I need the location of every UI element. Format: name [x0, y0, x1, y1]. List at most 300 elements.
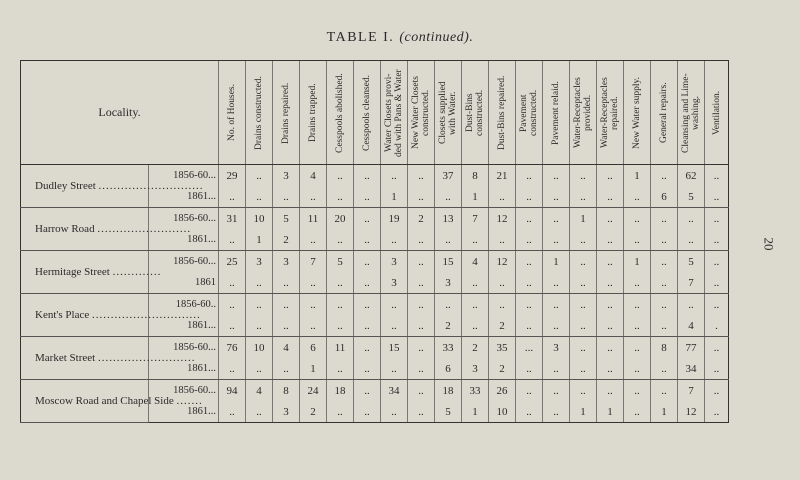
- period-cell: 1861...: [149, 358, 219, 380]
- value-cell: ..: [516, 165, 543, 187]
- locality-name: [21, 251, 162, 294]
- value-cell: 94: [219, 380, 246, 402]
- value-cell: ..: [570, 358, 597, 380]
- value-cell: ..: [705, 401, 729, 423]
- value-cell: ..: [273, 358, 300, 380]
- value-cell: ..: [219, 315, 246, 337]
- value-cell: 7: [678, 380, 705, 402]
- value-cell: .: [705, 315, 729, 337]
- column-header-label: General repairs.: [659, 82, 669, 143]
- value-cell: 4: [678, 315, 705, 337]
- value-cell: ..: [516, 358, 543, 380]
- value-cell: ..: [678, 229, 705, 251]
- value-cell: 26: [489, 380, 516, 402]
- value-cell: ..: [705, 165, 729, 187]
- value-cell: ..: [219, 186, 246, 208]
- value-cell: ..: [489, 294, 516, 316]
- period-cell: 1861...: [149, 186, 219, 208]
- value-cell: ..: [354, 251, 381, 273]
- value-cell: 33: [462, 380, 489, 402]
- column-header-label: Pavement constructed.: [519, 89, 539, 136]
- value-cell: 13: [435, 208, 462, 230]
- value-cell: 3: [435, 272, 462, 294]
- value-cell: ..: [597, 165, 624, 187]
- value-cell: 4: [462, 251, 489, 273]
- column-header: [516, 61, 543, 165]
- value-cell: 2: [462, 337, 489, 359]
- value-cell: ..: [597, 208, 624, 230]
- value-cell: 4: [273, 337, 300, 359]
- value-cell: 7: [462, 208, 489, 230]
- value-cell: 35: [489, 337, 516, 359]
- value-cell: ..: [327, 401, 354, 423]
- value-cell: ..: [543, 358, 570, 380]
- table-title-main: TABLE I.: [326, 30, 395, 45]
- value-cell: ..: [597, 272, 624, 294]
- value-cell: ..: [327, 315, 354, 337]
- value-cell: 2: [273, 229, 300, 251]
- value-cell: 77: [678, 337, 705, 359]
- value-cell: ..: [543, 165, 570, 187]
- value-cell: 31: [219, 208, 246, 230]
- value-cell: ..: [354, 380, 381, 402]
- value-cell: 12: [678, 401, 705, 423]
- value-cell: ..: [516, 186, 543, 208]
- value-cell: ..: [597, 315, 624, 337]
- period-cell: 1861...: [149, 229, 219, 251]
- locality-name: [21, 208, 192, 251]
- value-cell: ..: [300, 229, 327, 251]
- value-cell: ..: [597, 186, 624, 208]
- table-row: [21, 208, 729, 230]
- value-cell: ..: [408, 229, 435, 251]
- locality-leader-dots: ............................: [98, 180, 204, 192]
- value-cell: 6: [300, 337, 327, 359]
- table-row: [21, 337, 729, 359]
- value-cell: 3: [381, 251, 408, 273]
- value-cell: 1: [381, 186, 408, 208]
- sanitary-works-table: [20, 60, 729, 423]
- value-cell: 37: [435, 165, 462, 187]
- value-cell: ..: [327, 358, 354, 380]
- value-cell: ..: [435, 186, 462, 208]
- value-cell: ..: [705, 208, 729, 230]
- value-cell: ..: [624, 186, 651, 208]
- column-header-label: Closets supplied with Water.: [438, 81, 458, 144]
- value-cell: ..: [435, 294, 462, 316]
- table-row: [21, 380, 729, 402]
- value-cell: ..: [705, 186, 729, 208]
- value-cell: ..: [273, 294, 300, 316]
- value-cell: ..: [651, 380, 678, 402]
- value-cell: ..: [300, 186, 327, 208]
- column-header-locality: Locality.: [21, 61, 219, 165]
- column-header: [597, 61, 624, 165]
- column-header: [408, 61, 435, 165]
- value-cell: 3: [543, 337, 570, 359]
- value-cell: 1: [300, 358, 327, 380]
- value-cell: ..: [300, 272, 327, 294]
- column-header-label: No. of Houses.: [227, 84, 237, 141]
- period-cell: 1856-60...: [149, 337, 219, 359]
- value-cell: ..: [462, 229, 489, 251]
- value-cell: ..: [327, 165, 354, 187]
- column-header: [651, 61, 678, 165]
- value-cell: ..: [246, 294, 273, 316]
- value-cell: ..: [597, 229, 624, 251]
- value-cell: 1: [246, 229, 273, 251]
- value-cell: 11: [327, 337, 354, 359]
- value-cell: ..: [705, 380, 729, 402]
- locality-leader-dots: ..........................: [97, 352, 196, 364]
- column-header-label: Water Closets provi- ded with Pans & Water: [384, 68, 404, 157]
- value-cell: ..: [678, 294, 705, 316]
- table-title: [0, 30, 800, 46]
- value-cell: 34: [678, 358, 705, 380]
- value-cell: ..: [570, 229, 597, 251]
- column-header: [624, 61, 651, 165]
- value-cell: 5: [678, 251, 705, 273]
- value-cell: ..: [273, 186, 300, 208]
- period-cell: 1861: [149, 272, 219, 294]
- value-cell: 8: [462, 165, 489, 187]
- value-cell: 10: [489, 401, 516, 423]
- value-cell: 3: [381, 272, 408, 294]
- column-header: [435, 61, 462, 165]
- column-header: [570, 61, 597, 165]
- value-cell: ..: [624, 294, 651, 316]
- column-header: [462, 61, 489, 165]
- column-header: [354, 61, 381, 165]
- value-cell: 4: [300, 165, 327, 187]
- column-header: [327, 61, 354, 165]
- value-cell: ..: [705, 251, 729, 273]
- value-cell: ..: [354, 229, 381, 251]
- period-cell: 1856-60...: [149, 380, 219, 402]
- value-cell: ..: [381, 229, 408, 251]
- value-cell: ..: [570, 186, 597, 208]
- value-cell: ..: [651, 208, 678, 230]
- value-cell: 11: [300, 208, 327, 230]
- value-cell: ..: [705, 358, 729, 380]
- value-cell: ..: [516, 208, 543, 230]
- locality-label: Kent's Place: [35, 309, 90, 321]
- value-cell: ..: [516, 380, 543, 402]
- value-cell: ..: [219, 358, 246, 380]
- value-cell: ..: [651, 358, 678, 380]
- table-row: [21, 294, 729, 316]
- column-header-label: Cesspools cleansed.: [362, 74, 372, 151]
- value-cell: ..: [516, 315, 543, 337]
- value-cell: 5: [273, 208, 300, 230]
- locality-label: Market Street: [35, 352, 96, 364]
- value-cell: ..: [651, 272, 678, 294]
- value-cell: 3: [462, 358, 489, 380]
- value-cell: ..: [543, 294, 570, 316]
- value-cell: 2: [489, 358, 516, 380]
- column-header-label: Drains trapped.: [308, 83, 318, 142]
- value-cell: ..: [408, 272, 435, 294]
- column-header-label: Cesspools abolished.: [335, 72, 345, 153]
- value-cell: ..: [381, 401, 408, 423]
- value-cell: ..: [354, 358, 381, 380]
- value-cell: 6: [435, 358, 462, 380]
- value-cell: 10: [246, 337, 273, 359]
- period-cell: 1861...: [149, 401, 219, 423]
- value-cell: ..: [651, 251, 678, 273]
- column-header-label: Drains repaired.: [281, 81, 291, 144]
- value-cell: ..: [273, 272, 300, 294]
- value-cell: ..: [489, 229, 516, 251]
- locality-label: Harrow Road: [35, 223, 95, 235]
- value-cell: ..: [624, 229, 651, 251]
- value-cell: ..: [354, 165, 381, 187]
- period-cell: 1861...: [149, 315, 219, 337]
- value-cell: ..: [543, 186, 570, 208]
- value-cell: 8: [651, 337, 678, 359]
- locality-leader-dots: .............................: [91, 309, 201, 321]
- value-cell: 1: [624, 251, 651, 273]
- value-cell: ..: [408, 294, 435, 316]
- value-cell: ..: [678, 208, 705, 230]
- value-cell: 62: [678, 165, 705, 187]
- value-cell: ..: [516, 251, 543, 273]
- column-header-label: Drains constructed.: [254, 75, 264, 150]
- column-header-label: Dust-Bins repaired.: [497, 75, 507, 150]
- value-cell: 34: [381, 380, 408, 402]
- value-cell: 21: [489, 165, 516, 187]
- value-cell: ..: [381, 358, 408, 380]
- value-cell: 2: [300, 401, 327, 423]
- value-cell: ..: [246, 186, 273, 208]
- column-header: [678, 61, 705, 165]
- column-header-label: New Water Closets constructed.: [411, 76, 431, 149]
- value-cell: ..: [624, 337, 651, 359]
- value-cell: 24: [300, 380, 327, 402]
- value-cell: ..: [705, 294, 729, 316]
- value-cell: ..: [570, 380, 597, 402]
- value-cell: ..: [327, 186, 354, 208]
- column-header: [246, 61, 273, 165]
- value-cell: ..: [624, 208, 651, 230]
- value-cell: ..: [408, 165, 435, 187]
- value-cell: ..: [651, 294, 678, 316]
- locality-leader-dots: .......: [176, 395, 203, 407]
- value-cell: ..: [408, 401, 435, 423]
- value-cell: ..: [489, 272, 516, 294]
- column-header-label: Pavement relaid.: [551, 80, 561, 145]
- value-cell: ..: [705, 229, 729, 251]
- column-header-label: Water-Receptacles provided.: [573, 77, 593, 148]
- column-header: [489, 61, 516, 165]
- value-cell: ..: [543, 272, 570, 294]
- value-cell: ..: [246, 165, 273, 187]
- value-cell: 6: [651, 186, 678, 208]
- value-cell: 1: [570, 401, 597, 423]
- value-cell: ..: [570, 337, 597, 359]
- value-cell: ..: [408, 358, 435, 380]
- value-cell: ..: [624, 358, 651, 380]
- value-cell: ..: [354, 186, 381, 208]
- value-cell: 1: [462, 401, 489, 423]
- value-cell: 12: [489, 208, 516, 230]
- value-cell: ..: [327, 229, 354, 251]
- value-cell: 2: [489, 315, 516, 337]
- value-cell: ..: [354, 208, 381, 230]
- value-cell: ..: [246, 358, 273, 380]
- value-cell: ..: [300, 315, 327, 337]
- value-cell: ..: [354, 272, 381, 294]
- value-cell: ..: [246, 272, 273, 294]
- value-cell: 7: [300, 251, 327, 273]
- value-cell: ..: [570, 294, 597, 316]
- value-cell: ..: [219, 229, 246, 251]
- locality-label: Moscow Road and Chapel Side: [35, 395, 174, 407]
- value-cell: ..: [408, 380, 435, 402]
- header-row: [21, 61, 729, 165]
- value-cell: ..: [408, 337, 435, 359]
- value-cell: ..: [246, 401, 273, 423]
- table-row: [21, 251, 729, 273]
- value-cell: 15: [381, 337, 408, 359]
- value-cell: 76: [219, 337, 246, 359]
- value-cell: 12: [489, 251, 516, 273]
- value-cell: ..: [381, 315, 408, 337]
- locality-leader-dots: .........................: [97, 223, 192, 235]
- period-cell: 1856-60..: [149, 294, 219, 316]
- value-cell: 1: [570, 208, 597, 230]
- value-cell: ..: [219, 401, 246, 423]
- value-cell: 33: [435, 337, 462, 359]
- value-cell: ..: [300, 294, 327, 316]
- value-cell: ..: [543, 401, 570, 423]
- value-cell: ..: [651, 229, 678, 251]
- value-cell: 1: [624, 165, 651, 187]
- value-cell: 29: [219, 165, 246, 187]
- value-cell: ..: [354, 337, 381, 359]
- value-cell: ..: [570, 272, 597, 294]
- value-cell: ..: [462, 315, 489, 337]
- value-cell: 3: [273, 251, 300, 273]
- column-header: [300, 61, 327, 165]
- value-cell: 5: [435, 401, 462, 423]
- period-cell: 1856-60...: [149, 165, 219, 187]
- value-cell: ..: [597, 337, 624, 359]
- value-cell: ..: [543, 380, 570, 402]
- value-cell: 3: [273, 165, 300, 187]
- column-header-label: Water-Receptacles repaired.: [600, 77, 620, 148]
- value-cell: 15: [435, 251, 462, 273]
- value-cell: ..: [327, 272, 354, 294]
- value-cell: ..: [516, 229, 543, 251]
- column-header: [705, 61, 729, 165]
- value-cell: 2: [408, 208, 435, 230]
- value-cell: ..: [462, 272, 489, 294]
- value-cell: ..: [543, 229, 570, 251]
- locality-label: Dudley Street: [35, 180, 96, 192]
- column-header-label: New Water supply.: [632, 76, 642, 149]
- value-cell: 25: [219, 251, 246, 273]
- value-cell: ..: [219, 294, 246, 316]
- table-title-subtitle: (continued).: [399, 30, 474, 45]
- value-cell: 1: [543, 251, 570, 273]
- value-cell: ..: [705, 337, 729, 359]
- value-cell: ..: [408, 315, 435, 337]
- value-cell: ..: [543, 208, 570, 230]
- column-header: [273, 61, 300, 165]
- value-cell: ..: [597, 251, 624, 273]
- value-cell: ..: [408, 251, 435, 273]
- column-header-label: Dust-Bins constructed.: [465, 89, 485, 136]
- value-cell: ..: [624, 401, 651, 423]
- value-cell: ..: [597, 358, 624, 380]
- table-row: [21, 165, 729, 187]
- value-cell: 18: [327, 380, 354, 402]
- value-cell: ..: [570, 165, 597, 187]
- value-cell: 4: [246, 380, 273, 402]
- value-cell: 3: [273, 401, 300, 423]
- value-cell: ..: [381, 294, 408, 316]
- value-cell: 10: [246, 208, 273, 230]
- value-cell: 8: [273, 380, 300, 402]
- page-number: 20: [761, 237, 777, 251]
- value-cell: 2: [435, 315, 462, 337]
- value-cell: ..: [597, 380, 624, 402]
- value-cell: 20: [327, 208, 354, 230]
- value-cell: 1: [462, 186, 489, 208]
- value-cell: ..: [651, 315, 678, 337]
- period-cell: 1856-60...: [149, 251, 219, 273]
- value-cell: ..: [354, 401, 381, 423]
- value-cell: ..: [462, 294, 489, 316]
- value-cell: ..: [651, 165, 678, 187]
- value-cell: ..: [543, 315, 570, 337]
- value-cell: ..: [624, 272, 651, 294]
- column-header: [219, 61, 246, 165]
- value-cell: ..: [516, 272, 543, 294]
- column-header-label: Ventilation.: [711, 90, 722, 135]
- value-cell: ..: [327, 294, 354, 316]
- value-cell: 18: [435, 380, 462, 402]
- locality-leader-dots: .............: [112, 266, 162, 278]
- value-cell: 5: [327, 251, 354, 273]
- value-cell: ..: [597, 294, 624, 316]
- value-cell: ..: [381, 165, 408, 187]
- value-cell: ..: [516, 401, 543, 423]
- value-cell: ..: [705, 272, 729, 294]
- value-cell: 19: [381, 208, 408, 230]
- value-cell: ...: [516, 337, 543, 359]
- column-header: [543, 61, 570, 165]
- value-cell: ..: [570, 315, 597, 337]
- value-cell: 5: [678, 186, 705, 208]
- period-cell: 1856-60...: [149, 208, 219, 230]
- value-cell: ..: [408, 186, 435, 208]
- value-cell: ..: [624, 315, 651, 337]
- value-cell: ..: [219, 272, 246, 294]
- value-cell: ..: [435, 229, 462, 251]
- value-cell: 7: [678, 272, 705, 294]
- locality-label: Hermitage Street: [35, 266, 110, 278]
- column-header-label: Cleansing and Lime- washing.: [681, 72, 701, 153]
- value-cell: ..: [273, 315, 300, 337]
- value-cell: ..: [354, 294, 381, 316]
- value-cell: ..: [624, 380, 651, 402]
- value-cell: 1: [597, 401, 624, 423]
- value-cell: ..: [246, 315, 273, 337]
- value-cell: ..: [489, 186, 516, 208]
- value-cell: ..: [516, 294, 543, 316]
